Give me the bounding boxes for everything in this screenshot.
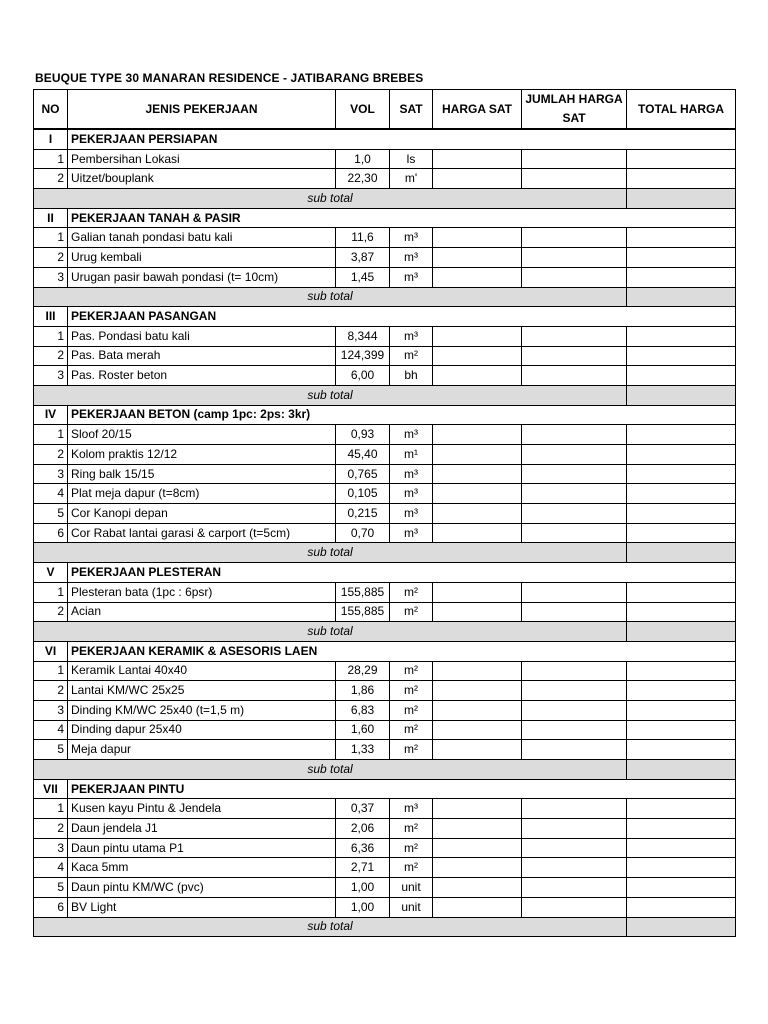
header-sat: SAT — [390, 90, 433, 130]
item-jumlah-harga-cell — [522, 661, 627, 681]
item-harga-sat-cell — [433, 248, 522, 268]
item-harga-sat-cell — [433, 425, 522, 445]
section-number: II — [34, 208, 68, 228]
item-number: 2 — [34, 445, 68, 465]
item-jumlah-harga-cell — [522, 464, 627, 484]
item-jumlah-harga-cell — [522, 445, 627, 465]
subtotal-value-cell — [627, 760, 736, 780]
item-unit: m² — [390, 681, 433, 701]
table-row — [34, 464, 736, 484]
item-harga-sat-cell — [433, 366, 522, 386]
item-total-harga-cell — [627, 267, 736, 287]
subtotal-value-cell — [627, 385, 736, 405]
item-jumlah-harga-cell — [522, 366, 627, 386]
item-number: 3 — [34, 838, 68, 858]
item-total-harga-cell — [627, 523, 736, 543]
item-total-harga-cell — [627, 464, 736, 484]
item-vol: 0,105 — [336, 484, 390, 504]
item-harga-sat-cell — [433, 346, 522, 366]
item-jumlah-harga-cell — [522, 504, 627, 524]
item-number: 4 — [34, 484, 68, 504]
item-unit: m¹ — [390, 445, 433, 465]
header-harga-sat: HARGA SAT — [433, 90, 522, 130]
item-total-harga-cell — [627, 799, 736, 819]
item-total-harga-cell — [627, 445, 736, 465]
item-jumlah-harga-cell — [522, 326, 627, 346]
item-vol: 155,885 — [336, 582, 390, 602]
item-total-harga-cell — [627, 897, 736, 917]
item-jumlah-harga-cell — [522, 858, 627, 878]
subtotal-row — [34, 917, 736, 937]
item-name: Daun pintu utama P1 — [68, 838, 336, 858]
item-name: Ring balk 15/15 — [68, 464, 336, 484]
item-unit: m² — [390, 582, 433, 602]
item-vol: 1,33 — [336, 740, 390, 760]
item-vol: 0,765 — [336, 464, 390, 484]
item-harga-sat-cell — [433, 700, 522, 720]
item-total-harga-cell — [627, 681, 736, 701]
item-harga-sat-cell — [433, 464, 522, 484]
item-jumlah-harga-cell — [522, 878, 627, 898]
item-name: Cor Rabat lantai garasi & carport (t=5cm) — [68, 523, 336, 543]
item-vol: 6,36 — [336, 838, 390, 858]
table-row — [34, 740, 736, 760]
subtotal-label: sub total — [34, 543, 627, 563]
cost-estimate-table — [33, 89, 736, 937]
item-name: Daun pintu KM/WC (pvc) — [68, 878, 336, 898]
table-row — [34, 267, 736, 287]
item-name: Daun jendela J1 — [68, 819, 336, 839]
item-number: 1 — [34, 326, 68, 346]
table-row — [34, 169, 736, 189]
item-unit: m² — [390, 740, 433, 760]
subtotal-row — [34, 287, 736, 307]
item-vol: 11,6 — [336, 228, 390, 248]
item-total-harga-cell — [627, 720, 736, 740]
item-harga-sat-cell — [433, 897, 522, 917]
table-row — [34, 602, 736, 622]
section-row — [34, 779, 736, 799]
item-number: 2 — [34, 169, 68, 189]
item-name: Kusen kayu Pintu & Jendela — [68, 799, 336, 819]
item-number: 1 — [34, 799, 68, 819]
item-name: Keramik Lantai 40x40 — [68, 661, 336, 681]
section-title: PEKERJAAN PERSIAPAN — [68, 129, 736, 149]
item-unit: m³ — [390, 267, 433, 287]
table-body — [34, 129, 736, 937]
item-name: BV Light — [68, 897, 336, 917]
item-unit: m² — [390, 602, 433, 622]
item-jumlah-harga-cell — [522, 720, 627, 740]
item-harga-sat-cell — [433, 523, 522, 543]
item-harga-sat-cell — [433, 267, 522, 287]
item-number: 3 — [34, 267, 68, 287]
section-number: VII — [34, 779, 68, 799]
subtotal-value-cell — [627, 543, 736, 563]
header-jenis-pekerjaan: JENIS PEKERJAAN — [68, 90, 336, 130]
item-harga-sat-cell — [433, 504, 522, 524]
item-unit: unit — [390, 878, 433, 898]
item-name: Sloof 20/15 — [68, 425, 336, 445]
table-row — [34, 700, 736, 720]
item-harga-sat-cell — [433, 858, 522, 878]
table-row — [34, 504, 736, 524]
item-number: 2 — [34, 819, 68, 839]
item-harga-sat-cell — [433, 228, 522, 248]
item-number: 1 — [34, 661, 68, 681]
subtotal-value-cell — [627, 189, 736, 209]
item-total-harga-cell — [627, 228, 736, 248]
item-jumlah-harga-cell — [522, 523, 627, 543]
item-jumlah-harga-cell — [522, 149, 627, 169]
table-row — [34, 582, 736, 602]
table-row — [34, 878, 736, 898]
table-row — [34, 149, 736, 169]
item-harga-sat-cell — [433, 326, 522, 346]
item-jumlah-harga-cell — [522, 897, 627, 917]
item-unit: m² — [390, 858, 433, 878]
item-number: 5 — [34, 740, 68, 760]
item-number: 5 — [34, 504, 68, 524]
item-number: 1 — [34, 582, 68, 602]
item-vol: 2,71 — [336, 858, 390, 878]
item-jumlah-harga-cell — [522, 228, 627, 248]
item-vol: 22,30 — [336, 169, 390, 189]
item-unit: m³ — [390, 799, 433, 819]
item-unit: m² — [390, 700, 433, 720]
table-header-row — [34, 90, 736, 130]
item-unit: m³ — [390, 464, 433, 484]
item-name: Pas. Bata merah — [68, 346, 336, 366]
item-name: Plat meja dapur (t=8cm) — [68, 484, 336, 504]
section-row — [34, 641, 736, 661]
item-unit: m² — [390, 819, 433, 839]
table-row — [34, 661, 736, 681]
item-total-harga-cell — [627, 819, 736, 839]
item-vol: 3,87 — [336, 248, 390, 268]
section-row — [34, 307, 736, 327]
item-jumlah-harga-cell — [522, 700, 627, 720]
table-row — [34, 720, 736, 740]
item-number: 2 — [34, 681, 68, 701]
table-row — [34, 858, 736, 878]
header-total-harga: TOTAL HARGA — [627, 90, 736, 130]
item-name: Cor Kanopi depan — [68, 504, 336, 524]
item-number: 2 — [34, 602, 68, 622]
item-vol: 0,93 — [336, 425, 390, 445]
header-jumlah-harga-sat: JUMLAH HARGA SAT — [522, 90, 627, 130]
item-name: Pembersihan Lokasi — [68, 149, 336, 169]
item-unit: m' — [390, 169, 433, 189]
item-number: 3 — [34, 700, 68, 720]
item-harga-sat-cell — [433, 838, 522, 858]
item-jumlah-harga-cell — [522, 582, 627, 602]
item-number: 6 — [34, 897, 68, 917]
item-name: Dinding KM/WC 25x40 (t=1,5 m) — [68, 700, 336, 720]
item-unit: m³ — [390, 523, 433, 543]
item-number: 4 — [34, 720, 68, 740]
item-vol: 124,399 — [336, 346, 390, 366]
item-number: 1 — [34, 149, 68, 169]
subtotal-label: sub total — [34, 917, 627, 937]
item-name: Lantai KM/WC 25x25 — [68, 681, 336, 701]
item-vol: 0,215 — [336, 504, 390, 524]
item-total-harga-cell — [627, 661, 736, 681]
table-row — [34, 346, 736, 366]
item-name: Kaca 5mm — [68, 858, 336, 878]
item-vol: 0,37 — [336, 799, 390, 819]
item-total-harga-cell — [627, 858, 736, 878]
item-total-harga-cell — [627, 582, 736, 602]
subtotal-row — [34, 760, 736, 780]
subtotal-value-cell — [627, 287, 736, 307]
item-total-harga-cell — [627, 326, 736, 346]
item-vol: 28,29 — [336, 661, 390, 681]
item-vol: 0,70 — [336, 523, 390, 543]
section-title: PEKERJAAN PINTU — [68, 779, 736, 799]
item-jumlah-harga-cell — [522, 169, 627, 189]
table-row — [34, 819, 736, 839]
item-total-harga-cell — [627, 425, 736, 445]
item-jumlah-harga-cell — [522, 838, 627, 858]
item-unit: m³ — [390, 228, 433, 248]
table-row — [34, 425, 736, 445]
item-total-harga-cell — [627, 740, 736, 760]
subtotal-label: sub total — [34, 287, 627, 307]
item-name: Urugan pasir bawah pondasi (t= 10cm) — [68, 267, 336, 287]
item-name: Uitzet/bouplank — [68, 169, 336, 189]
item-number: 2 — [34, 346, 68, 366]
section-number: VI — [34, 641, 68, 661]
item-harga-sat-cell — [433, 149, 522, 169]
item-harga-sat-cell — [433, 878, 522, 898]
item-unit: m³ — [390, 484, 433, 504]
item-name: Kolom praktis 12/12 — [68, 445, 336, 465]
subtotal-label: sub total — [34, 622, 627, 642]
item-number: 2 — [34, 248, 68, 268]
item-vol: 1,45 — [336, 267, 390, 287]
item-total-harga-cell — [627, 602, 736, 622]
item-jumlah-harga-cell — [522, 346, 627, 366]
subtotal-row — [34, 189, 736, 209]
subtotal-label: sub total — [34, 760, 627, 780]
item-harga-sat-cell — [433, 484, 522, 504]
section-number: I — [34, 129, 68, 149]
table-row — [34, 838, 736, 858]
section-row — [34, 208, 736, 228]
item-vol: 1,0 — [336, 149, 390, 169]
item-unit: ls — [390, 149, 433, 169]
item-number: 1 — [34, 425, 68, 445]
item-unit: m² — [390, 346, 433, 366]
header-vol: VOL — [336, 90, 390, 130]
item-jumlah-harga-cell — [522, 819, 627, 839]
subtotal-row — [34, 622, 736, 642]
item-total-harga-cell — [627, 504, 736, 524]
subtotal-row — [34, 543, 736, 563]
item-total-harga-cell — [627, 346, 736, 366]
item-vol: 2,06 — [336, 819, 390, 839]
item-total-harga-cell — [627, 248, 736, 268]
subtotal-label: sub total — [34, 189, 627, 209]
item-unit: m³ — [390, 326, 433, 346]
item-name: Dinding dapur 25x40 — [68, 720, 336, 740]
item-name: Meja dapur — [68, 740, 336, 760]
item-number: 6 — [34, 523, 68, 543]
item-jumlah-harga-cell — [522, 799, 627, 819]
item-vol: 6,00 — [336, 366, 390, 386]
table-row — [34, 484, 736, 504]
section-title: PEKERJAAN PLESTERAN — [68, 563, 736, 583]
item-name: Pas. Pondasi batu kali — [68, 326, 336, 346]
item-harga-sat-cell — [433, 661, 522, 681]
item-total-harga-cell — [627, 878, 736, 898]
table-row — [34, 523, 736, 543]
subtotal-label: sub total — [34, 385, 627, 405]
item-harga-sat-cell — [433, 681, 522, 701]
item-harga-sat-cell — [433, 799, 522, 819]
item-total-harga-cell — [627, 484, 736, 504]
section-number: III — [34, 307, 68, 327]
table-row — [34, 897, 736, 917]
section-title: PEKERJAAN PASANGAN — [68, 307, 736, 327]
subtotal-value-cell — [627, 917, 736, 937]
item-vol: 1,86 — [336, 681, 390, 701]
item-number: 1 — [34, 228, 68, 248]
item-vol: 155,885 — [336, 602, 390, 622]
section-title: PEKERJAAN KERAMIK & ASESORIS LAEN — [68, 641, 736, 661]
item-total-harga-cell — [627, 149, 736, 169]
item-name: Urug kembali — [68, 248, 336, 268]
item-unit: m² — [390, 838, 433, 858]
item-vol: 1,00 — [336, 897, 390, 917]
item-vol: 1,60 — [336, 720, 390, 740]
item-jumlah-harga-cell — [522, 248, 627, 268]
item-vol: 8,344 — [336, 326, 390, 346]
subtotal-value-cell — [627, 622, 736, 642]
item-harga-sat-cell — [433, 602, 522, 622]
item-unit: unit — [390, 897, 433, 917]
item-jumlah-harga-cell — [522, 484, 627, 504]
item-name: Plesteran bata (1pc : 6psr) — [68, 582, 336, 602]
item-number: 3 — [34, 464, 68, 484]
table-row — [34, 366, 736, 386]
table-row — [34, 228, 736, 248]
section-title: PEKERJAAN TANAH & PASIR — [68, 208, 736, 228]
subtotal-row — [34, 385, 736, 405]
item-number: 3 — [34, 366, 68, 386]
section-row — [34, 563, 736, 583]
item-total-harga-cell — [627, 169, 736, 189]
item-jumlah-harga-cell — [522, 740, 627, 760]
item-vol: 6,83 — [336, 700, 390, 720]
item-unit: m³ — [390, 248, 433, 268]
table-row — [34, 326, 736, 346]
item-total-harga-cell — [627, 366, 736, 386]
item-jumlah-harga-cell — [522, 425, 627, 445]
item-unit: bh — [390, 366, 433, 386]
item-number: 4 — [34, 858, 68, 878]
item-name: Acian — [68, 602, 336, 622]
item-harga-sat-cell — [433, 740, 522, 760]
document-title: BEUQUE TYPE 30 MANARAN RESIDENCE - JATIBARANG BREBES — [35, 71, 424, 85]
section-number: V — [34, 563, 68, 583]
item-unit: m² — [390, 720, 433, 740]
section-title: PEKERJAAN BETON (camp 1pc: 2ps: 3kr) — [68, 405, 736, 425]
item-vol: 1,00 — [336, 878, 390, 898]
item-vol: 45,40 — [336, 445, 390, 465]
item-harga-sat-cell — [433, 819, 522, 839]
table-row — [34, 799, 736, 819]
section-number: IV — [34, 405, 68, 425]
item-total-harga-cell — [627, 838, 736, 858]
item-jumlah-harga-cell — [522, 267, 627, 287]
item-jumlah-harga-cell — [522, 681, 627, 701]
item-unit: m³ — [390, 425, 433, 445]
item-unit: m² — [390, 661, 433, 681]
section-row — [34, 129, 736, 149]
header-no: NO — [34, 90, 68, 130]
item-harga-sat-cell — [433, 445, 522, 465]
item-harga-sat-cell — [433, 169, 522, 189]
table-row — [34, 248, 736, 268]
item-jumlah-harga-cell — [522, 602, 627, 622]
item-total-harga-cell — [627, 700, 736, 720]
item-unit: m³ — [390, 504, 433, 524]
section-row — [34, 405, 736, 425]
item-name: Pas. Roster beton — [68, 366, 336, 386]
table-row — [34, 445, 736, 465]
item-harga-sat-cell — [433, 582, 522, 602]
item-name: Galian tanah pondasi batu kali — [68, 228, 336, 248]
item-number: 5 — [34, 878, 68, 898]
table-row — [34, 681, 736, 701]
item-harga-sat-cell — [433, 720, 522, 740]
